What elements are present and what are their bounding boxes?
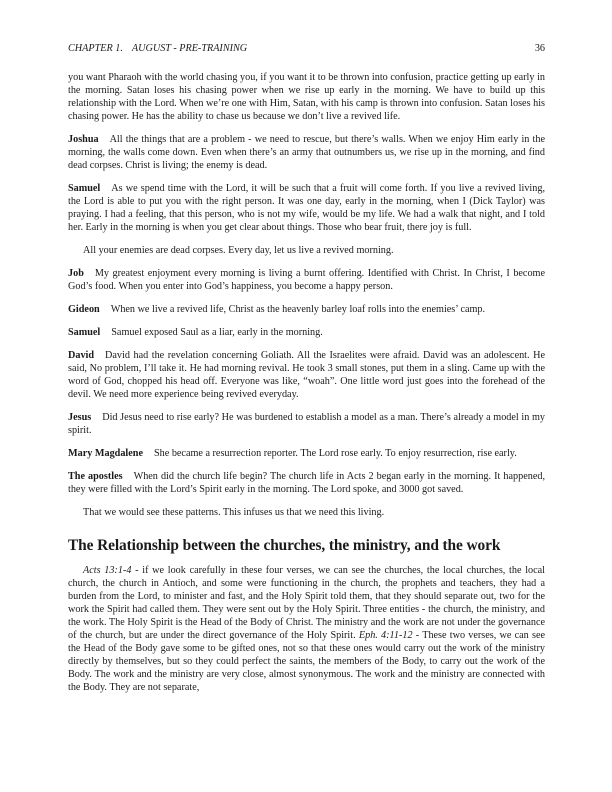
description-item: [68, 447, 545, 460]
scripture-ref: Eph. 4:11-12: [358, 630, 413, 641]
description-item: [68, 303, 545, 316]
description-item: [68, 182, 545, 234]
term-label: Samuel: [68, 183, 101, 194]
item-text: Did Jesus need to rise early? He was burdened to establish a model as a man. There’s already a model in my spirit.: [68, 412, 545, 436]
quote-paragraph: All your enemies are dead corpses. Every day, let us live a revived morning.: [83, 245, 394, 256]
term-label: Job: [68, 268, 84, 279]
section-heading: The Relationship between the churches, the ministry, and the work: [68, 537, 501, 554]
page-number: 36: [534, 43, 545, 54]
item-text: All the things that are a problem - we need to rescue, but there’s walls. When we enjoy Him early in the morning, the walls come down. Even when there’s an army that outnumbers us, we rise up in the morning, and find dead corpses. Christ is living; the enemy is dead.: [68, 134, 545, 171]
chapter-label: CHAPTER 1.: [68, 43, 123, 54]
description-item: [68, 267, 545, 293]
term-label: David: [68, 350, 95, 361]
item-text: She became a resurrection reporter. The Lord rose early. To enjoy resurrection, rise early.: [153, 448, 517, 459]
chapter-title: AUGUST - PRE-TRAINING: [131, 43, 248, 54]
description-item: [68, 470, 545, 496]
header-left: [68, 42, 247, 55]
description-item: [68, 411, 545, 437]
section-text: - if we look carefully in these four verses, we can see the churches, the local churches, the local church, the church in Antioch, and some were functioning in the church, the prophets and teachers, they had a burden from the Lord, to minister and fast, and the Holy Spirit told them, that they should separate out, two for the work the Spirit had called them. They were sent out by the Holy Spirit. Three entities - the church, the ministry, and the work. The Holy Spirit is the Head of the Body of Christ. The ministry and the work are not under the governance of the church, but are under the direct governance of the Holy Spirit.: [68, 565, 545, 641]
section-paragraph: [68, 564, 545, 694]
section-text: - These two verses, we can see the Head of the Body gave some to be gifted ones, not so that these ones would carry out the work of the ministry directly by themselves, but so they could perfect the saints, the members of the Body, to carry out the work of the Body. The work and the ministry are very close, almost synonymous. The work and the ministry are connected with the Body. They are not separate,: [68, 630, 545, 693]
description-item: [68, 349, 545, 401]
scripture-ref: Acts 13:1-4: [83, 565, 132, 576]
term-label: Mary Magdalene: [68, 448, 143, 459]
description-item: [68, 133, 545, 172]
quote-paragraph: That we would see these patterns. This infuses us that we need this living.: [83, 507, 385, 518]
term-label: Jesus: [68, 412, 92, 423]
term-label: Joshua: [68, 134, 99, 145]
item-text: Samuel exposed Saul as a liar, early in the morning.: [111, 327, 323, 338]
item-text: David had the revelation concerning Goliath. All the Israelites were afraid. David was an adolescent. He said, No problem, I’ll take it. He had morning revival. He took 3 small stones, put them in a sling. Came up with the word of God, chopped his head off. Everyone was like, “woah”. One little word just goes into the forehead of the devil. We need more experience being revived everyday.: [68, 350, 545, 400]
term-label: Samuel: [68, 327, 101, 338]
description-item: [68, 326, 545, 339]
running-header: [68, 42, 545, 55]
term-label: The apostles: [68, 471, 123, 482]
item-text: As we spend time with the Lord, it will be such that a fruit will come forth. If you live a revived living, the Lord is able to put you with the right person. It was one day, early in the morning, when I (Dick Taylor) was praying. I had a feeling, that this person, who is not my wife, would be my life. We had a walk that night, and I told her. Early in the morning is when you get clear about things. Those who bear fruit, there joy is full.: [68, 183, 545, 233]
intro-paragraph: you want Pharaoh with the world chasing you, if you want it to be thrown into confusion, practice getting up early in the morning. Satan loses his chasing power when we rise up early in the morning. We have to build up this relationship with the Lord. When we’re one with Him, Satan, with his camp is thrown into confusion. Satan loses his chasing power. He has the ability to chase us because we don’t live a revived life.: [68, 72, 545, 122]
item-text: When did the church life begin? The church life in Acts 2 began early in the morning. It happened, they were filled with the Lord’s Spirit early in the morning. The Lord spoke, and 3000 got saved.: [68, 471, 545, 495]
term-label: Gideon: [68, 304, 100, 315]
item-text: When we live a revived life, Christ as the heavenly barley loaf rolls into the enemies’ camp.: [110, 304, 486, 315]
item-text: My greatest enjoyment every morning is living a burnt offering. Identified with Christ. In Christ, I become God’s food. When you enter into God’s happiness, you become a happy person.: [68, 268, 545, 292]
